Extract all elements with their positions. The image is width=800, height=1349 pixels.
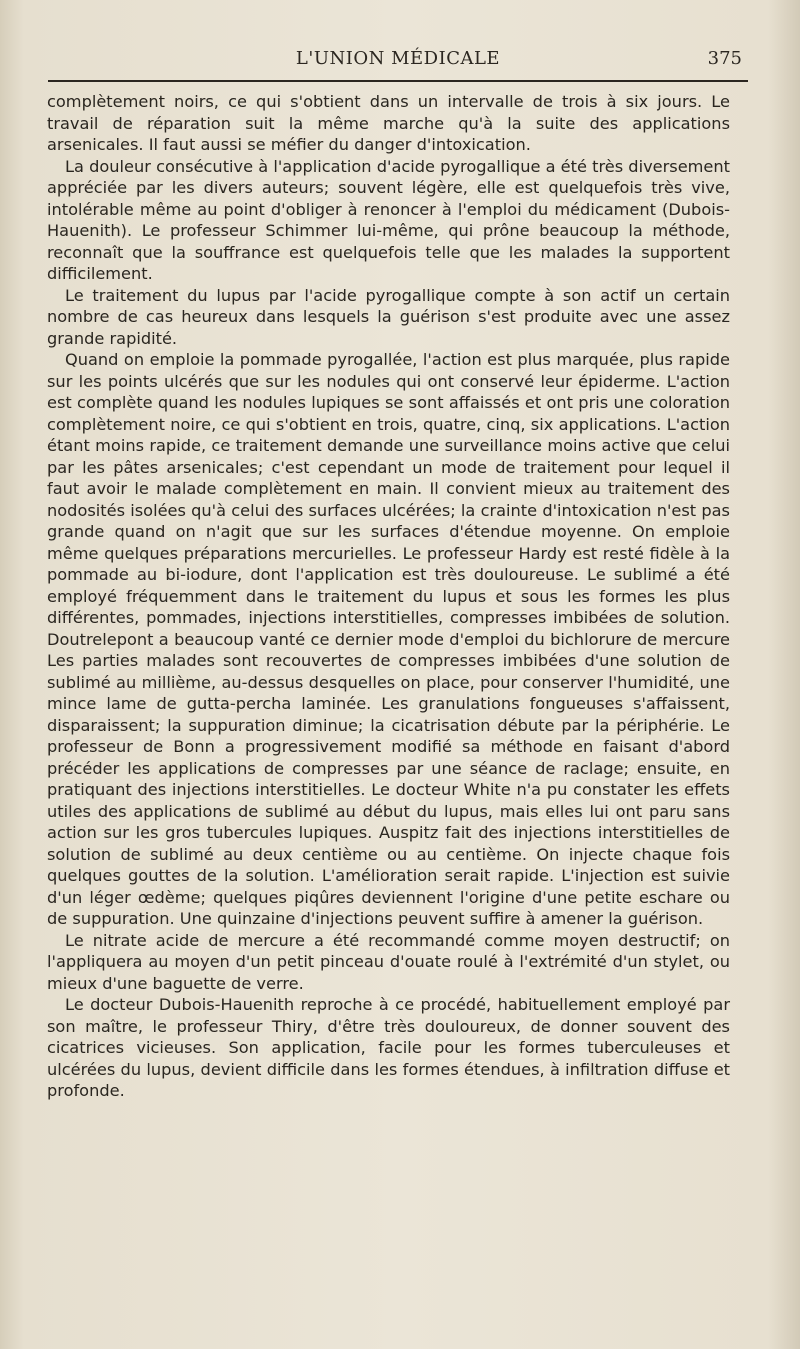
paragraph-5: Le nitrate acide de mercure a été recommandé comme moyen destructif; on l'appliquera au moyen d'un petit pinceau d'ouate roulé à l'extrémité d'un stylet, ou mieux d'une baguette de verre. — [47, 930, 730, 993]
paragraph-6: Le docteur Dubois-Hauenith reproche à ce procédé, habituellement employé par son maître, le professeur Thiry, d'être très douloureux, de donner souvent des cicatrices vicieuses. Son application, facile pour les formes tuberculeuses et ulcérées du lupus, devient difficile dans les formes étendues, à infiltration diffuse et profonde. — [47, 995, 730, 1100]
paragraph-2: La douleur consécutive à l'application d'acide pyrogallique a été très diversement appréciée par les divers auteurs; souvent légère, elle est quelquefois très vive, intolérable même au point d'obliger à renoncer à l'emploi du médicament (Dubois-Hauenith). Le professeur Schimmer lui-même, qui prône beaucoup la méthode, reconnaît que la souffrance est quelquefois telle que les malades la supportent difficilement. — [47, 156, 730, 283]
paragraph-4: Quand on emploie la pommade pyrogallée, l'action est plus marquée, plus rapide sur les points ulcérés que sur les nodules qui ont conservé leur épiderme. L'action est complète quand les nodules lupiques se sont affaissés et ont pris une coloration complètement noire, ce qui s'obtient en trois, quatre, cinq, six applications. L'action étant moins rapide, ce traitement demande une surveillance moins active que celui par les pâtes arsenicales; c'est cependant un mode de traitement pour lequel il faut avoir le malade complètement en main. Il convient mieux au traitement des nodosités isolées qu'à celui des surfaces ulcérées; la crainte d'intoxication n'est pas grande quand on n'agit que sur les surfaces d'étendue moyenne. On emploie même quelques préparations mercurielles. Le professeur Hardy est resté fidèle à la pommade au bi-iodure, dont l'application est très douloureuse. Le sublimé a été employé fréquemment dans le traitement du lupus et sous les formes les plus différentes, pommades, injections interstitielles, compresses imbibées de solution. Doutrelepont a beaucoup vanté ce dernier mode d'emploi du bichlorure de mercure Les parties malades sont recouvertes de compresses imbibées d'une solution de sublimé au millième, au-dessus desquelles on place, pour conserver l'humidité, une mince lame de gutta-percha laminée. Les granulations fongueuses s'affaissent, disparaissent; la suppuration diminue; la cicatrisation débute par la périphérie. Le professeur de Bonn a progressivement modifié sa méthode en faisant d'abord précéder les applications de compresses par une séance de raclage; ensuite, en pratiquant des injections interstitielles. Le docteur White n'a pu constater les effets utiles des applications de sublimé au début du lupus, mais elles lui ont paru sans action sur les gros tubercules lupiques. Auspitz fait des injections interstitielles de solution de sublimé au deux centième ou au centième. On injecte chaque fois quelques gouttes de la solution. L'amélioration serait rapide. L'injection est suivie d'un léger œdème; quelques piqûres deviennent l'origine d'une petite eschare ou de suppuration. Une quinzaine d'injections peuvent suffire à amener la guérison. — [47, 350, 730, 928]
running-header — [48, 46, 748, 76]
body-text — [47, 91, 730, 1102]
journal-title: L'UNION MÉDICALE — [295, 48, 501, 69]
header-rule — [48, 80, 748, 82]
paragraph-1: complètement noirs, ce qui s'obtient dans un intervalle de trois à six jours. Le travail de réparation suit la même marche qu'à la suite des applications arsenicales. Il faut aussi se méfier du danger d'intoxication. — [47, 92, 730, 154]
paragraph-3: Le traitement du lupus par l'acide pyrogallique compte à son actif un certain nombre de cas heureux dans lesquels la guérison s'est produite avec une assez grande rapidité. — [47, 285, 730, 348]
page-number: 375 — [707, 48, 742, 69]
